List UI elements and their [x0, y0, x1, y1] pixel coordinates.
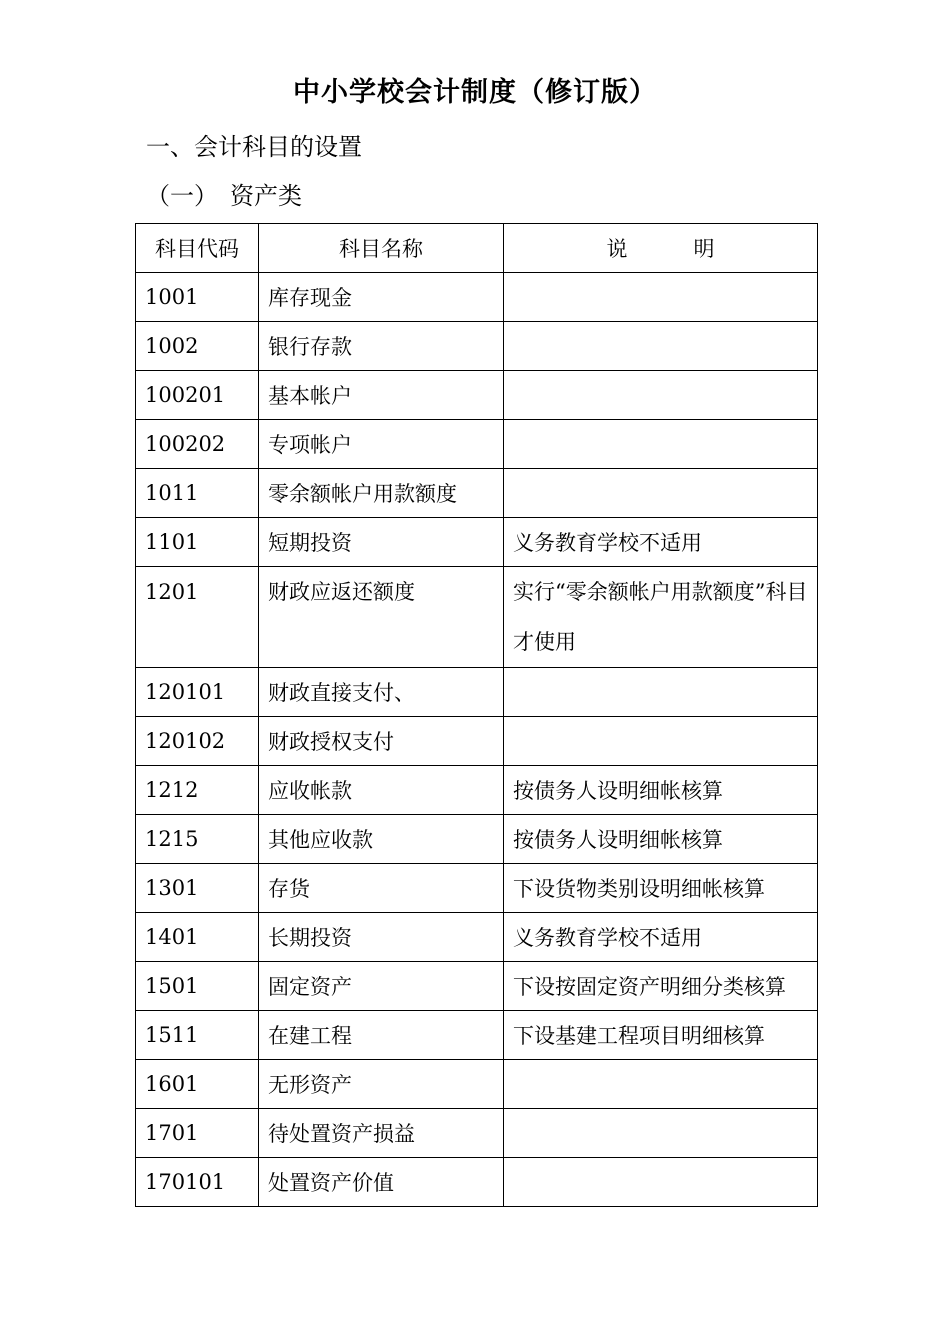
account-name: 零余额帐户用款额度 — [259, 469, 504, 518]
account-note — [504, 717, 818, 766]
account-code: 100202 — [136, 420, 259, 469]
account-code: 1101 — [136, 518, 259, 567]
account-name: 在建工程 — [259, 1011, 504, 1060]
table-row — [136, 1060, 818, 1109]
account-name: 存货 — [259, 864, 504, 913]
accounts-table — [135, 223, 818, 1207]
account-name: 专项帐户 — [259, 420, 504, 469]
table-row — [136, 518, 818, 567]
header-description-left: 说 — [606, 237, 628, 261]
account-note: 义务教育学校不适用 — [504, 913, 818, 962]
account-name: 无形资产 — [259, 1060, 504, 1109]
account-code: 170101 — [136, 1158, 259, 1207]
table-row — [136, 273, 818, 322]
table-row — [136, 1011, 818, 1060]
account-note — [504, 668, 818, 717]
account-note — [504, 1109, 818, 1158]
account-name: 财政授权支付 — [259, 717, 504, 766]
subsection-heading — [146, 176, 302, 211]
account-name: 短期投资 — [259, 518, 504, 567]
account-name: 财政应返还额度 — [259, 567, 504, 668]
account-code: 1002 — [136, 322, 259, 371]
account-code: 1001 — [136, 273, 259, 322]
account-note — [504, 371, 818, 420]
account-code: 100201 — [136, 371, 259, 420]
account-code: 1011 — [136, 469, 259, 518]
account-name: 财政直接支付、 — [259, 668, 504, 717]
account-code: 1215 — [136, 815, 259, 864]
account-code: 1201 — [136, 567, 259, 668]
account-name: 库存现金 — [259, 273, 504, 322]
account-name: 银行存款 — [259, 322, 504, 371]
account-code: 1701 — [136, 1109, 259, 1158]
account-name: 其他应收款 — [259, 815, 504, 864]
table-row — [136, 815, 818, 864]
account-note: 下设货物类别设明细帐核算 — [504, 864, 818, 913]
account-note: 义务教育学校不适用 — [504, 518, 818, 567]
table-row — [136, 913, 818, 962]
table-row — [136, 1109, 818, 1158]
table-row — [136, 322, 818, 371]
account-note — [504, 322, 818, 371]
account-note — [504, 273, 818, 322]
table-row — [136, 1158, 818, 1207]
account-note: 下设基建工程项目明细核算 — [504, 1011, 818, 1060]
account-note: 按债务人设明细帐核算 — [504, 815, 818, 864]
subsection-number: （一） — [146, 182, 218, 210]
account-name: 基本帐户 — [259, 371, 504, 420]
account-code: 1212 — [136, 766, 259, 815]
account-name: 处置资产价值 — [259, 1158, 504, 1207]
account-code: 120101 — [136, 668, 259, 717]
account-name: 应收帐款 — [259, 766, 504, 815]
table-row — [136, 717, 818, 766]
account-name: 固定资产 — [259, 962, 504, 1011]
section-heading: 一、会计科目的设置 — [146, 133, 362, 161]
table-row — [136, 962, 818, 1011]
header-code: 科目代码 — [136, 224, 259, 273]
account-code: 120102 — [136, 717, 259, 766]
account-note — [504, 469, 818, 518]
account-note — [504, 1158, 818, 1207]
table-row — [136, 668, 818, 717]
account-code: 1401 — [136, 913, 259, 962]
header-description-right: 明 — [693, 237, 715, 261]
table-row — [136, 371, 818, 420]
document-title: 中小学校会计制度（修订版） — [293, 77, 657, 108]
table-row — [136, 567, 818, 668]
subsection-label: 资产类 — [230, 182, 302, 210]
account-note — [504, 420, 818, 469]
account-note: 下设按固定资产明细分类核算 — [504, 962, 818, 1011]
table-row — [136, 766, 818, 815]
account-code: 1501 — [136, 962, 259, 1011]
account-code: 1301 — [136, 864, 259, 913]
table-header-row — [136, 224, 818, 273]
account-note: 按债务人设明细帐核算 — [504, 766, 818, 815]
account-note — [504, 1060, 818, 1109]
account-name: 待处置资产损益 — [259, 1109, 504, 1158]
table-row — [136, 420, 818, 469]
table-row — [136, 469, 818, 518]
header-name: 科目名称 — [259, 224, 504, 273]
account-code: 1511 — [136, 1011, 259, 1060]
account-note: 实行“零余额帐户用款额度”科目才使用 — [504, 567, 818, 668]
header-description — [504, 224, 818, 273]
account-code: 1601 — [136, 1060, 259, 1109]
table-row — [136, 864, 818, 913]
account-name: 长期投资 — [259, 913, 504, 962]
